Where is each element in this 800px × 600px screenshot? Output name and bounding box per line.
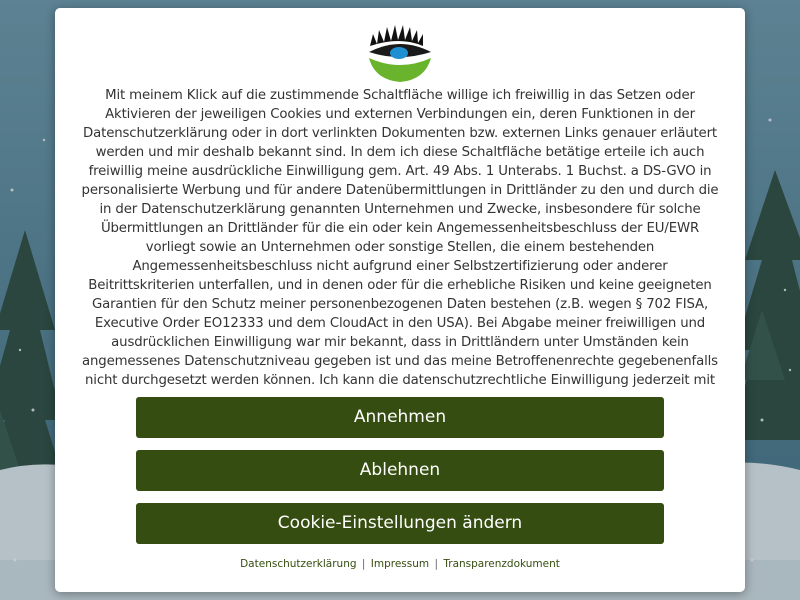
footer-separator: | (361, 558, 366, 570)
cookie-settings-button[interactable]: Cookie-Einstellungen ändern (136, 503, 664, 544)
imprint-link[interactable]: Impressum (370, 558, 430, 570)
decline-button[interactable]: Ablehnen (136, 450, 664, 491)
footer-separator: | (434, 558, 439, 570)
eye-logo-icon (365, 22, 435, 84)
consent-text: Mit meinem Klick auf die zustimmende Schaltfläche willige ich freiwillig in das Setzen oder Aktivieren der jeweiligen Cookies und externen Verbindungen ein, deren Funktionen in der Datenschutzerklärung oder in dort verlinkten Dokumenten bzw. externen Links genauer erläutert werden und mir deshalb bekannt sind. In dem ich diese Schaltfläche betätige erteile ich auch freiwillig meine ausdrückliche Einwilligung gem. Art. 49 Abs. 1 Unterabs. 1 Buchst. a DS-GVO in personalisierte Werbung und für andere Datenübermittlungen in Drittländer zu den und durch die in der Datenschutzerklärung genannten Unternehmen und Zwecke, insbesondere für solche Übermittlungen an Drittländer für die ein oder kein Angemessenheitsbeschluss der EU/EWR vorliegt sowie an Unternehmen oder sonstige Stellen, die einem bestehenden Angemessenheitsbeschluss nicht aufgrund einer Selbstzertifizierung oder anderer Beitrittskriterien unterfallen, und in denen oder für die erhebliche Risiken und keine geeigneten Garantien für den Schutz meiner personenbezogenen Daten bestehen (z.B. wegen § 702 FISA, Executive Order EO12333 und dem CloudAct in den USA). Bei Abgabe meiner freiwilligen und ausdrücklichen Einwilligung war mir bekannt, dass in Drittländern unter Umständen kein angemessenes Datenschutzniveau gegeben ist und das meine Betroffenenrechte gegebenenfalls nicht durchgesetzt werden können. Ich kann die datenschutzrechtliche Einwilligung jederzeit mit (81, 88, 719, 388)
accept-button[interactable]: Annehmen (136, 397, 664, 438)
transparency-link[interactable]: Transparenzdokument (443, 558, 560, 570)
cookie-consent-dialog (55, 8, 745, 592)
footer-links (55, 558, 745, 570)
privacy-link[interactable]: Datenschutzerklärung (240, 558, 357, 570)
